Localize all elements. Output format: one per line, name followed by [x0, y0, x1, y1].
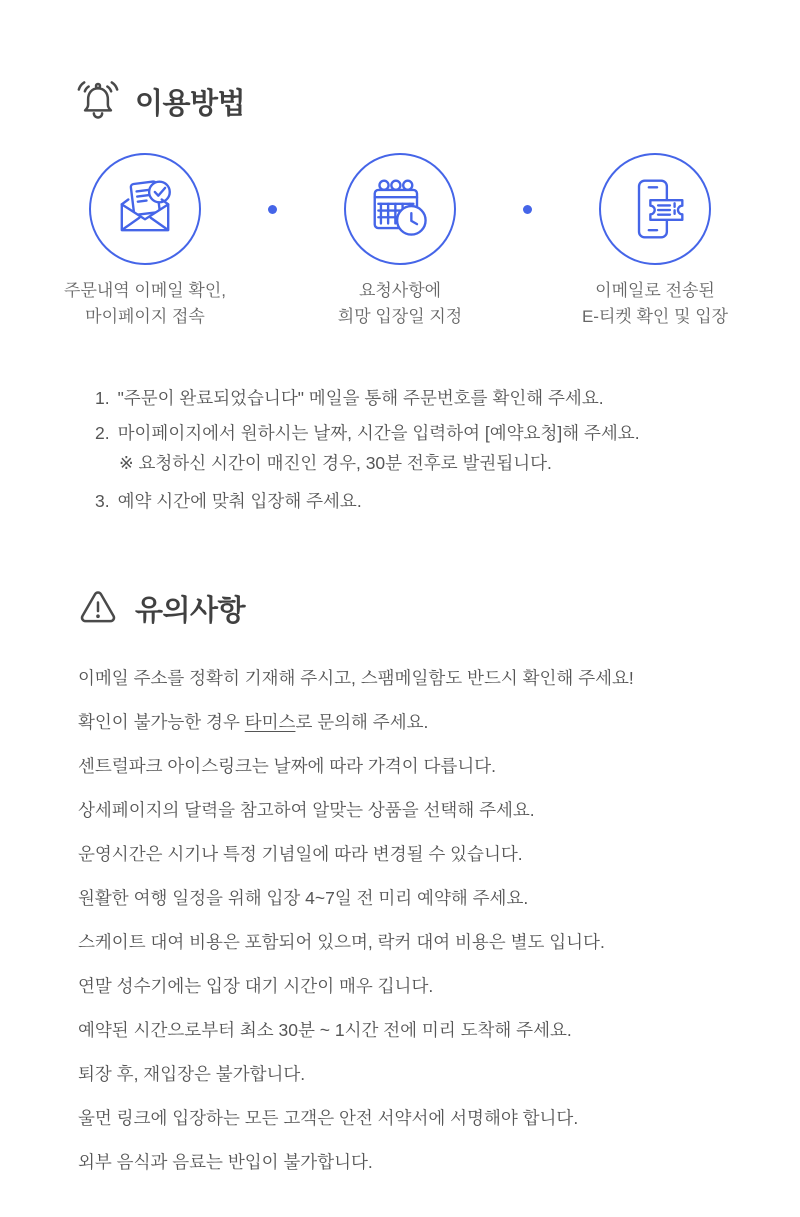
instruction-number: 1.	[95, 388, 110, 408]
tamis-link[interactable]: 타미스	[244, 712, 296, 732]
notice-title: 유의사항	[135, 594, 246, 627]
notice-item: 운영시간은 시기나 특정 기념일에 따라 변경될 수 있습니다.	[78, 844, 523, 864]
notice-item: 외부 음식과 음료는 반입이 불가합니다.	[78, 1152, 373, 1172]
usage-steps	[0, 153, 800, 330]
step-caption-eticket	[582, 278, 728, 330]
caption-line: E-티켓 확인 및 입장	[581, 307, 729, 326]
instruction-number: 3.	[95, 491, 110, 511]
step-pick-date	[282, 153, 518, 330]
notice-item: 센트럴파크 아이스링크는 날짜에 따라 가격이 다릅니다.	[78, 756, 496, 776]
usage-header	[0, 0, 800, 124]
instruction-text: 마이페이지에서 원하시는 날짜, 시간을 입력하여 [예약요청]해 주세요.	[117, 423, 640, 443]
instruction-item	[95, 489, 800, 513]
usage-section	[0, 0, 800, 513]
instruction-note: ※ 요청하신 시간이 매진인 경우, 30분 전후로 발권됩니다.	[119, 453, 552, 473]
phone-ticket-icon	[599, 153, 711, 265]
notice-item: 울먼 링크에 입장하는 모든 고객은 안전 서약서에 서명해야 합니다.	[78, 1108, 579, 1128]
notice-item: 퇴장 후, 재입장은 불가합니다.	[78, 1064, 306, 1084]
step-eticket-entry	[537, 153, 773, 330]
notice-item: 예약된 시간으로부터 최소 30분 ~ 1시간 전에 미리 도착해 주세요.	[78, 1020, 572, 1040]
instruction-number: 2.	[95, 423, 110, 443]
warning-triangle-icon	[75, 585, 121, 631]
instruction-item	[95, 421, 800, 475]
caption-line: 요청사항에	[358, 281, 442, 300]
step-separator-dot	[523, 205, 532, 214]
notice-header	[0, 585, 800, 631]
instruction-text: 예약 시간에 맞춰 입장해 주세요.	[117, 491, 362, 511]
notice-text: 확인이 불가능한 경우	[78, 712, 245, 732]
step-check-email	[27, 153, 263, 330]
caption-line: 이메일로 전송된	[595, 281, 715, 300]
notice-item: 상세페이지의 달력을 참고하여 알맞는 상품을 선택해 주세요.	[78, 800, 535, 820]
email-check-icon	[89, 153, 201, 265]
caption-line: 주문내역 이메일 확인,	[64, 281, 226, 300]
notice-item: 연말 성수기에는 입장 대기 시간이 매우 깁니다.	[78, 976, 434, 996]
caption-line: 마이페이지 접속	[85, 307, 205, 326]
step-separator-dot	[268, 205, 277, 214]
notice-item	[78, 711, 760, 733]
caption-line: 희망 입장일 지정	[337, 307, 463, 326]
step-caption-email	[64, 278, 226, 330]
calendar-clock-icon	[344, 153, 456, 265]
instruction-text: "주문이 완료되었습니다" 메일을 통해 주문번호를 확인해 주세요.	[117, 388, 604, 408]
step-caption-date	[338, 278, 462, 330]
usage-title: 이용방법	[135, 87, 246, 120]
notice-section	[0, 585, 800, 1173]
notice-item: 스케이트 대여 비용은 포함되어 있으며, 락커 대여 비용은 별도 입니다.	[78, 932, 605, 952]
notice-item: 이메일 주소를 정확히 기재해 주시고, 스팸메일함도 반드시 확인해 주세요!	[78, 668, 634, 688]
bell-icon	[75, 78, 121, 124]
instruction-item	[95, 386, 800, 410]
usage-instructions	[0, 386, 800, 513]
notice-text: 로 문의해 주세요.	[295, 712, 429, 732]
notice-item: 원활한 여행 일정을 위해 입장 4~7일 전 미리 예약해 주세요.	[78, 888, 529, 908]
notice-list	[0, 667, 800, 1173]
